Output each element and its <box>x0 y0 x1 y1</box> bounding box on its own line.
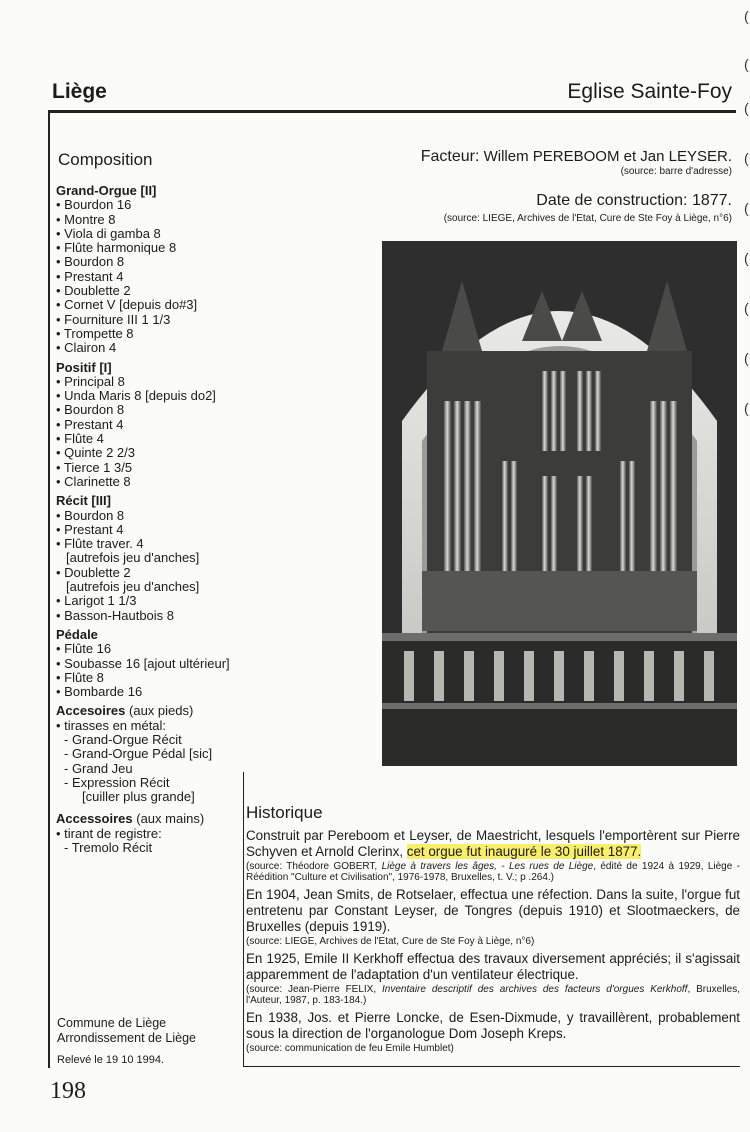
historique-paragraph-3 <box>246 951 740 1006</box>
releve-date: Relevé le 19 10 1994. <box>57 1054 165 1066</box>
p3-source-title: Inventaire descriptif des archives des facteurs d'orgues Kerkhoff <box>382 984 688 995</box>
p3-text: En 1925, Emile II Kerkhoff effectua des travaux diversement appréciés; il s'agissait apparemment de l'adaptation d'un ventilateur électrique. <box>246 951 740 982</box>
stop-item: • Flûte 8 <box>56 669 104 685</box>
stop-item: • Clairon 4 <box>56 340 117 356</box>
section-recit: Récit [III] <box>56 493 111 509</box>
arrondissement-text: Arrondissement de Liège <box>57 1031 196 1045</box>
stop-item: • Prestant 4 <box>56 521 124 537</box>
page-edge-marks: ( ( ( ( ( ( ( ( ( <box>744 8 749 416</box>
stop-item: • Basson-Hautbois 8 <box>56 607 175 623</box>
historique-bottom-rule <box>243 1066 740 1067</box>
p1-source-b: , édité de 1924 à 1929, Liège - Réédition "Culture et Civilisation", 1976-1978, Bruxelles, t. V.; p .264.) <box>246 861 740 883</box>
stop-item: • Soubasse 16 [ajout ultérieur] <box>56 655 230 671</box>
date-label: Date de construction: <box>536 192 688 209</box>
date-line <box>536 192 732 210</box>
accessory-subitem: - Tremolo Récit <box>64 840 153 856</box>
accessory-subitem: - Grand Jeu <box>64 760 133 776</box>
stop-note: [autrefois jeu d'anches] <box>66 579 200 595</box>
p1-source-a: (source: Théodore GOBERT, <box>246 861 378 872</box>
p1-source-title: Liège à travers les âges, - Les rues de Liège <box>381 861 594 872</box>
left-border-rule <box>48 110 50 1068</box>
stop-item: • Quinte 2 2/3 <box>56 445 135 461</box>
historique-title: Historique <box>246 803 323 822</box>
composition-list <box>56 184 242 855</box>
p2-source: (source: LIEGE, Archives de l'Etat, Cure de Ste Foy à Liège, n°6) <box>246 936 535 947</box>
stop-item: • Larigot 1 1/3 <box>56 593 137 609</box>
accessory-item: • tirant de registre: <box>56 825 162 841</box>
church-title: Eglise Sainte-Foy <box>567 80 732 103</box>
commune-block <box>57 1016 196 1046</box>
historique-body <box>246 828 740 1058</box>
stop-item: • Unda Maris 8 [depuis do2] <box>56 388 216 404</box>
date-source: (source: LIEGE, Archives de l'Etat, Cure de Ste Foy à Liège, n°6) <box>443 213 732 224</box>
composition-title: Composition <box>58 150 153 169</box>
stop-item: • Prestant 4 <box>56 268 124 284</box>
accessory-subitem: - Expression Récit <box>64 774 170 790</box>
accessory-note: [cuiller plus grande] <box>82 789 195 805</box>
accessory-subitem: - Grand-Orgue Récit <box>64 731 182 747</box>
section-positif: Positif [I] <box>56 359 112 375</box>
accessory-item: • tirasses en métal: <box>56 717 167 733</box>
header-rule <box>48 110 736 113</box>
page-number: 198 <box>50 1078 86 1104</box>
historique-left-rule <box>243 772 244 1067</box>
facteur-value: Willem PEREBOOM et Jan LEYSER. <box>483 148 732 165</box>
p4-source: (source: communication de feu Emile Humblet) <box>246 1043 454 1054</box>
stop-note: [autrefois jeu d'anches] <box>66 550 200 566</box>
stop-item: • Tierce 1 3/5 <box>56 459 133 475</box>
stop-item: • Clarinette 8 <box>56 473 131 489</box>
section-pedale: Pédale <box>56 626 98 642</box>
stop-item: • Flûte 4 <box>56 431 104 447</box>
accessoires-pieds-note: (aux pieds) <box>129 703 194 719</box>
historique-paragraph-2 <box>246 887 740 947</box>
date-value: 1877. <box>691 192 732 209</box>
historique-paragraph-1 <box>246 828 740 883</box>
accessoires-pieds-title: Accesoires <box>56 703 126 719</box>
stop-item: • Flûte traver. 4 <box>56 536 144 552</box>
stop-item: • Viola di gamba 8 <box>56 225 161 241</box>
stop-item: • Bourdon 8 <box>56 507 125 523</box>
p4-text: En 1938, Jos. et Pierre Loncke, de Esen-Dixmude, y travaillèrent, probablement sous la direction de l'organologue Dom Joseph Kreps. <box>246 1010 740 1041</box>
facteur-line <box>421 148 732 166</box>
accessoires-mains-title: Accessoires <box>56 811 133 827</box>
stop-item: • Cornet V [depuis do#3] <box>56 297 198 313</box>
stop-item: • Bombarde 16 <box>56 684 143 700</box>
section-accessoires-mains <box>56 812 242 826</box>
p1-text: Construit par Pereboom et Leyser, de Maestricht, lesquels l'emportèrent sur Pierre Schyven et Arnold Clerinx, <box>246 828 740 859</box>
facteur-label: Facteur: <box>420 148 480 165</box>
p3-source-a: (source: Jean-Pierre FELIX, <box>246 984 377 995</box>
stop-item: • Flûte harmonique 8 <box>56 240 177 256</box>
stop-item: • Principal 8 <box>56 373 125 389</box>
stop-item: • Trompette 8 <box>56 325 134 341</box>
facteur-source: (source: barre d'adresse) <box>620 166 732 177</box>
section-grand-orgue: Grand-Orgue [II] <box>56 183 157 198</box>
stop-item: • Bourdon 16 <box>56 197 132 213</box>
p3-source <box>246 984 740 1006</box>
p1-source <box>246 861 740 883</box>
historique-paragraph-4 <box>246 1010 740 1054</box>
city-title: Liège <box>52 80 107 103</box>
stop-item: • Doublette 2 <box>56 564 131 580</box>
p3-source-b: , Bruxelles, l'Auteur, 1987, p. 183-184.) <box>246 984 741 1006</box>
section-accessoires-pieds <box>56 704 242 718</box>
organ-photo <box>382 241 737 766</box>
accessoires-mains-note: (aux mains) <box>136 811 205 827</box>
p2-text: En 1904, Jean Smits, de Rotselaer, effectua une réfection. Dans la suite, l'orgue fut entretenu par Constant Leyser, de Tongres (depuis 1910) et Slootmaeckers, de Bruxelles (depuis 1919). <box>246 887 740 934</box>
stop-item: • Bourdon 8 <box>56 254 125 270</box>
stop-item: • Fourniture III 1 1/3 <box>56 311 171 327</box>
commune-text: Commune de Liège <box>57 1016 167 1030</box>
stop-item: • Montre 8 <box>56 211 116 227</box>
stop-item: • Doublette 2 <box>56 283 131 299</box>
p1-highlight: cet orgue fut inauguré le 30 juillet 1877. <box>406 844 642 859</box>
stop-item: • Prestant 4 <box>56 416 124 432</box>
stop-item: • Bourdon 8 <box>56 402 125 418</box>
accessory-subitem: - Grand-Orgue Pédal [sic] <box>64 746 213 762</box>
stop-item: • Flûte 16 <box>56 641 112 657</box>
